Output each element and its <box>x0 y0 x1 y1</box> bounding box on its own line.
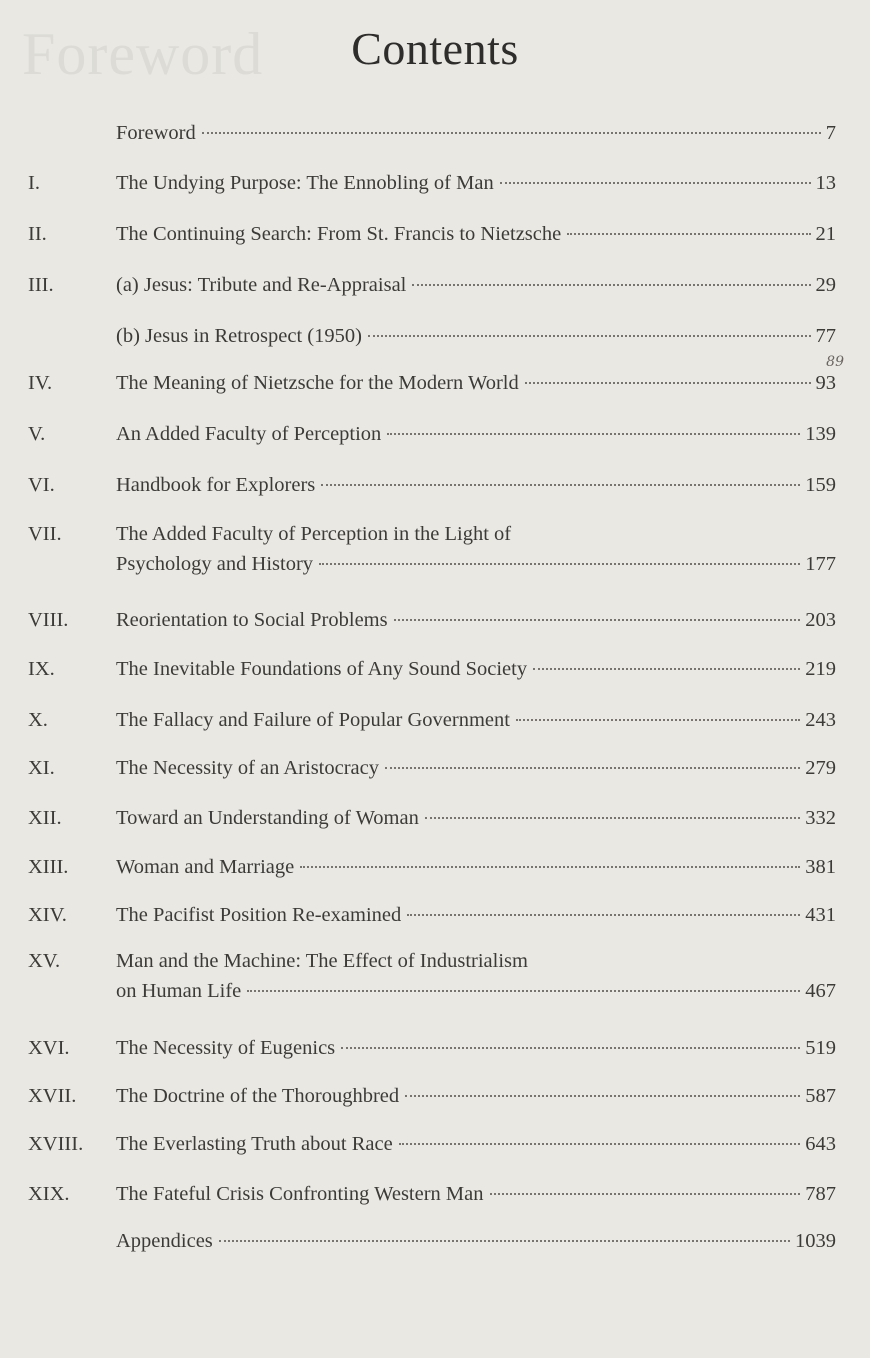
entry-text <box>116 900 836 930</box>
dot-leader <box>490 1193 801 1195</box>
entry-row <box>116 605 836 635</box>
dot-leader <box>219 1240 790 1242</box>
chapter-number: I. <box>28 172 40 194</box>
dot-leader <box>387 433 800 435</box>
entry-text <box>116 368 836 398</box>
page-number: 787 <box>805 1183 836 1205</box>
entry-text <box>116 803 836 833</box>
entry-row <box>116 219 836 249</box>
chapter-title: Reorientation to Social Problems <box>116 609 388 631</box>
entry-text <box>116 753 836 783</box>
chapter-title: Psychology and History <box>116 553 314 575</box>
entry-row <box>116 270 836 300</box>
chapter-title: The Fallacy and Failure of Popular Government <box>116 709 510 731</box>
entry-row <box>116 1179 836 1209</box>
chapter-number: II. <box>28 223 47 245</box>
chapter-number: XVI. <box>28 1037 70 1059</box>
dot-leader <box>533 668 800 670</box>
chapter-title: The Meaning of Nietzsche for the Modern World <box>116 372 519 394</box>
chapter-number: XVII. <box>28 1085 77 1107</box>
entry-row <box>116 419 836 449</box>
dot-leader <box>412 284 810 286</box>
entry-row <box>116 168 836 198</box>
dot-leader <box>407 914 800 916</box>
page-number: 139 <box>805 423 836 445</box>
dot-leader <box>500 182 811 184</box>
entry-text <box>116 118 836 148</box>
chapter-title: The Pacifist Position Re-examined <box>116 904 402 926</box>
handwritten-annotation: 89 <box>826 354 844 370</box>
dot-leader <box>300 866 800 868</box>
chapter-title: Foreword <box>116 122 196 144</box>
entry-text <box>116 1179 836 1209</box>
chapter-number: XI. <box>28 757 55 779</box>
chapter-title: Woman and Marriage <box>116 856 295 878</box>
chapter-title: Appendices <box>116 1230 213 1252</box>
entry-text <box>116 168 836 198</box>
entry-row <box>116 803 836 833</box>
dot-leader <box>368 335 811 337</box>
chapter-title: The Necessity of Eugenics <box>116 1037 336 1059</box>
chapter-number: III. <box>28 274 54 296</box>
page-number: 381 <box>805 856 836 878</box>
chapter-title: on Human Life <box>116 980 242 1002</box>
dot-leader <box>319 563 800 565</box>
page-title: Contents <box>351 23 519 74</box>
chapter-number: XIX. <box>28 1183 70 1205</box>
page-number: 643 <box>805 1133 836 1155</box>
chapter-title-line1: Man and the Machine: The Effect of Industrialism <box>116 950 528 972</box>
chapter-number: VII. <box>28 523 62 545</box>
chapter-title: (a) Jesus: Tribute and Re-Appraisal <box>116 274 407 296</box>
dot-leader <box>516 719 800 721</box>
page-number: 467 <box>805 980 836 1002</box>
chapter-number: V. <box>28 423 46 445</box>
chapter-title: An Added Faculty of Perception <box>116 423 382 445</box>
page-number: 1039 <box>795 1230 836 1252</box>
chapter-number: XIV. <box>28 904 67 926</box>
entry-text <box>116 519 836 579</box>
chapter-title: The Undying Purpose: The Ennobling of Man <box>116 172 494 194</box>
page-number: 77 <box>815 325 836 347</box>
entry-row <box>116 1129 836 1159</box>
chapter-number: VIII. <box>28 609 69 631</box>
chapter-number: XVIII. <box>28 1133 84 1155</box>
dot-leader <box>394 619 801 621</box>
dot-leader <box>399 1143 801 1145</box>
chapter-title: Toward an Understanding of Woman <box>116 807 419 829</box>
entry-text <box>116 605 836 635</box>
entry-row <box>116 976 836 1006</box>
chapter-title: The Continuing Search: From St. Francis to Nietzsche <box>116 223 562 245</box>
chapter-title: The Everlasting Truth about Race <box>116 1133 393 1155</box>
entry-row <box>116 654 836 684</box>
chapter-number: IX. <box>28 658 55 680</box>
chapter-number: XII. <box>28 807 62 829</box>
page-number: 177 <box>805 553 836 575</box>
page-number: 159 <box>805 474 836 496</box>
page-number: 332 <box>805 807 836 829</box>
page-number: 587 <box>805 1085 836 1107</box>
page-number: 13 <box>815 172 836 194</box>
chapter-number: XIII. <box>28 856 69 878</box>
page-number: 21 <box>815 223 836 245</box>
page-number: 7 <box>825 122 836 144</box>
dot-leader <box>405 1095 800 1097</box>
dot-leader <box>425 817 800 819</box>
chapter-title: (b) Jesus in Retrospect (1950) <box>116 325 362 347</box>
entry-text <box>116 1226 836 1256</box>
entry-row <box>116 118 836 148</box>
page-number: 279 <box>805 757 836 779</box>
page-number: 219 <box>805 658 836 680</box>
dot-leader <box>341 1047 800 1049</box>
entry-text <box>116 705 836 735</box>
entry-text <box>116 270 836 300</box>
chapter-number: XV. <box>28 950 61 972</box>
chapter-title: The Fateful Crisis Confronting Western Man <box>116 1183 484 1205</box>
chapter-number: X. <box>28 709 48 731</box>
entry-row <box>116 368 836 398</box>
ghost-heading: Foreword <box>22 21 264 87</box>
chapter-title: The Necessity of an Aristocracy <box>116 757 379 779</box>
dot-leader <box>567 233 810 235</box>
entry-text <box>116 470 836 500</box>
chapter-title-line1: The Added Faculty of Perception in the Light of <box>116 523 512 545</box>
dot-leader <box>321 484 800 486</box>
page-number: 519 <box>805 1037 836 1059</box>
chapter-title: Handbook for Explorers <box>116 474 316 496</box>
page-number: 243 <box>805 709 836 731</box>
dot-leader <box>202 132 821 134</box>
entry-row <box>116 321 836 351</box>
entry-text <box>116 1033 836 1063</box>
entry-text <box>116 1129 836 1159</box>
entry-text <box>116 321 836 351</box>
entry-text <box>116 219 836 249</box>
entry-row <box>116 753 836 783</box>
entry-text <box>116 852 836 882</box>
dot-leader <box>247 990 800 992</box>
entry-text <box>116 419 836 449</box>
entry-row <box>116 1226 836 1256</box>
page-number: 93 <box>815 372 836 394</box>
entry-text <box>116 654 836 684</box>
entry-text <box>116 946 836 1006</box>
chapter-number: VI. <box>28 474 55 496</box>
dot-leader <box>525 382 811 384</box>
entry-row <box>116 1081 836 1111</box>
page-number: 431 <box>805 904 836 926</box>
entry-row <box>116 470 836 500</box>
entry-row <box>116 852 836 882</box>
page-number: 29 <box>815 274 836 296</box>
entry-row <box>116 549 836 579</box>
entry-row <box>116 900 836 930</box>
entry-text <box>116 1081 836 1111</box>
chapter-title: The Doctrine of the Thoroughbred <box>116 1085 400 1107</box>
entry-row <box>116 1033 836 1063</box>
chapter-title: The Inevitable Foundations of Any Sound Society <box>116 658 528 680</box>
dot-leader <box>385 767 800 769</box>
page-number: 203 <box>805 609 836 631</box>
entry-row <box>116 705 836 735</box>
chapter-number: IV. <box>28 372 53 394</box>
